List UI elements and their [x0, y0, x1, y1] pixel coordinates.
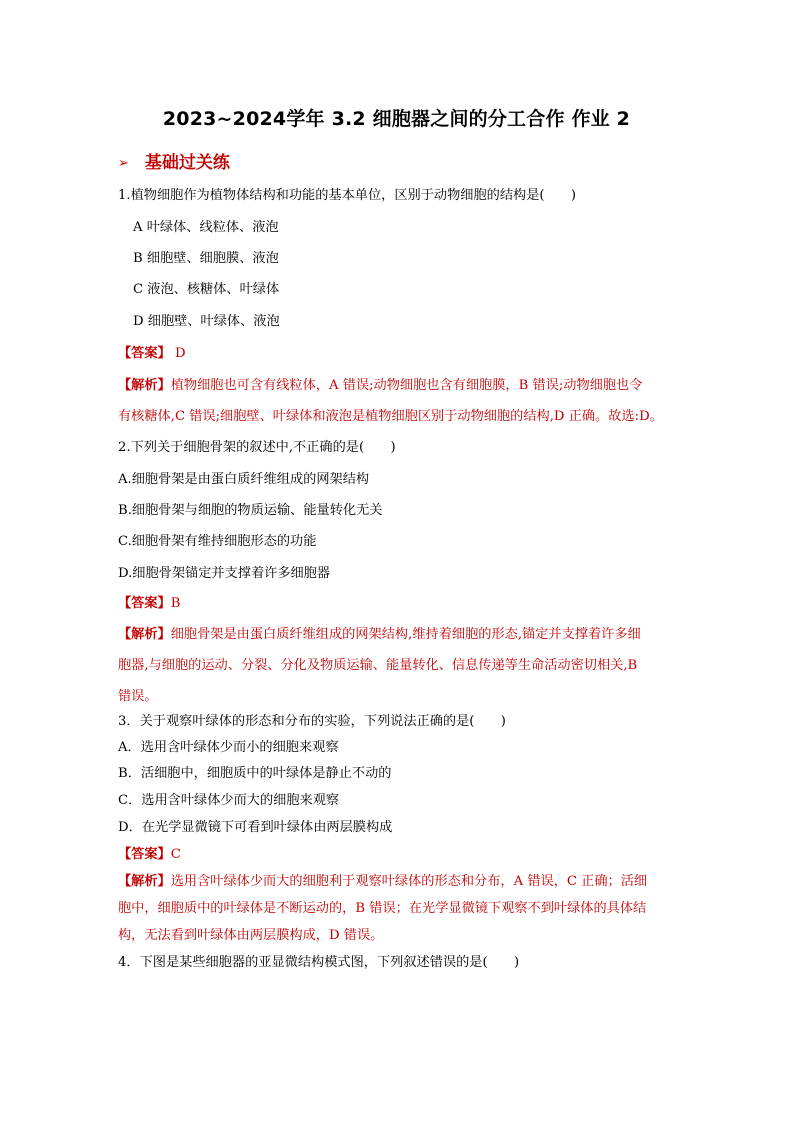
- question-1-option-c: C 液泡、核糖体、叶绿体: [133, 282, 280, 297]
- question-2-option-c: C.细胞骨架有维持细胞形态的功能: [118, 534, 317, 549]
- question-1-option-a: A 叶绿体、线粒体、液泡: [133, 220, 279, 235]
- analysis-text: 植物细胞也可含有线粒体，A 错误;动物细胞也含有细胞膜，B 错误;动物细胞也令: [170, 378, 643, 393]
- question-3-option-b: B．活细胞中，细胞质中的叶绿体是静止不动的: [118, 766, 392, 781]
- question-3-option-c: C．选用含叶绿体少而大的细胞来观察: [118, 793, 340, 808]
- question-4-stem: 4．下图是某些细胞器的亚显微结构模式图，下列叙述错误的是( ): [118, 955, 520, 970]
- question-2-option-a: A.细胞骨架是由蛋白质纤维组成的网架结构: [118, 472, 370, 487]
- question-3-stem: 3．关于观察叶绿体的形态和分布的实验，下列说法正确的是( ): [118, 714, 506, 729]
- question-2-analysis-line-2: 胞器,与细胞的运动、分裂、分化及物质运输、能量转化、信息传递等生命活动密切相关,B: [118, 658, 638, 673]
- answer-value: B: [170, 596, 181, 611]
- analysis-label: 【解析】: [118, 627, 171, 642]
- analysis-text: 细胞骨架是由蛋白质纤维组成的网架结构,维持着细胞的形态,锚定并支撑着许多细: [170, 627, 641, 642]
- question-2-answer: [118, 597, 180, 610]
- question-3-analysis-line-1: [118, 875, 647, 888]
- question-1-option-d: D 细胞壁、叶绿体、液泡: [133, 314, 280, 329]
- section-label: 基础过关练: [144, 153, 230, 173]
- question-3-option-a: A．选用含叶绿体少而小的细胞来观察: [118, 740, 339, 755]
- section-heading: [118, 148, 230, 173]
- page-title: 2023~2024学年 3.2 细胞器之间的分工合作 作业 2: [162, 108, 631, 130]
- question-2-analysis-line-1: [118, 628, 641, 641]
- answer-label: 【答案】: [118, 346, 171, 361]
- question-2-stem: 2.下列关于细胞骨架的叙述中,不正确的是( ): [118, 440, 396, 455]
- question-1-analysis-line-2: 有核糖体,C 错误;细胞壁、叶绿体和液泡是植物细胞区别于动物细胞的结构,D 正确。故选:D。: [118, 409, 663, 424]
- answer-label: 【答案】: [118, 847, 171, 862]
- question-3-analysis-line-3: 构，无法看到叶绿体由两层膜构成，D 错误。: [118, 928, 384, 943]
- question-1-answer: [118, 347, 186, 360]
- question-3-analysis-line-2: 胞中，细胞质中的叶绿体是不断运动的，B 错误；在光学显微镜下观察不到叶绿体的具体结: [118, 901, 647, 916]
- arrow-bullet-icon: ➢: [118, 156, 129, 171]
- analysis-label: 【解析】: [118, 874, 171, 889]
- question-1-option-b: B 细胞壁、细胞膜、液泡: [133, 251, 279, 266]
- answer-label: 【答案】: [118, 596, 171, 611]
- question-1-analysis-line-1: [118, 379, 642, 392]
- question-3-answer: [118, 848, 181, 861]
- question-1-stem: 1.植物细胞作为植物体结构和功能的基本单位，区别于动物细胞的结构是( ): [118, 188, 577, 203]
- analysis-text: 选用含叶绿体少而大的细胞利于观察叶绿体的形态和分布，A 错误，C 正确；活细: [170, 874, 648, 889]
- question-2-option-d: D.细胞骨架锚定并支撑着许多细胞器: [118, 566, 331, 581]
- analysis-label: 【解析】: [118, 378, 171, 393]
- answer-value: D: [170, 346, 186, 361]
- question-3-option-d: D．在光学显微镜下可看到叶绿体由两层膜构成: [118, 820, 393, 835]
- question-2-option-b: B.细胞骨架与细胞的物质运输、能量转化无关: [118, 503, 383, 518]
- answer-value: C: [170, 847, 181, 862]
- question-2-analysis-line-3: 错误。: [118, 689, 158, 704]
